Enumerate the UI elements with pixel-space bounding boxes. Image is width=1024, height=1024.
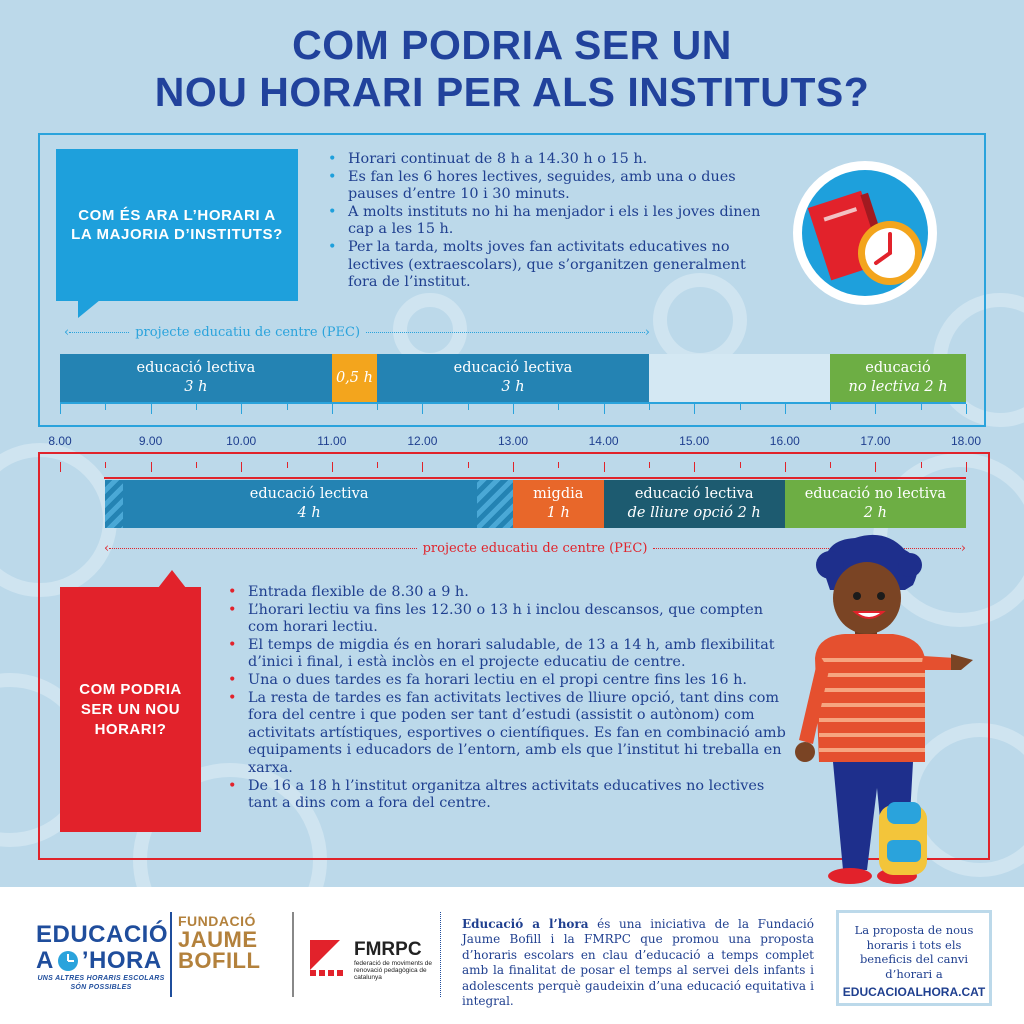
- axis-tick: [785, 404, 786, 414]
- axis-tick: [151, 404, 152, 414]
- axis-tick: [740, 462, 741, 468]
- axis-tick: [830, 462, 831, 468]
- axis-tick: [875, 404, 876, 414]
- blurb-text: és una iniciativa de la Fundació Jaume Bofill i la FMRPC que promou una proposta d’horaris escolars en clau d’educació a temps complet amb la finalitat de posar el temps al servei dels infants i adolescents perquè gaudeixin d’una educació equitativa i integral.: [462, 917, 814, 1009]
- axis-tick: [740, 404, 741, 410]
- hour-label: 8.00: [48, 434, 72, 448]
- current-segment: [830, 354, 966, 402]
- hour-label: 12.00: [407, 434, 438, 448]
- fmrpc-icon: [310, 940, 350, 980]
- proposed-segment-label: educació lectiva: [634, 486, 754, 502]
- axis-tick: [921, 404, 922, 410]
- list-item: • El temps de migdia és en horari saludable, de 13 a 14 h, amb flexibilitat d’inici i final, i està inclòs en el projecte educatiu de centre.: [226, 637, 786, 672]
- proposed-segment-label: educació lectiva: [249, 486, 369, 502]
- list-item: • Es fan les 6 hores lectives, seguides, amb una o dues pauses d’entre 10 i 30 minuts.: [326, 169, 776, 204]
- proposed-segment: [105, 480, 513, 528]
- hour-label: 18.00: [950, 434, 982, 448]
- axis-tick: [151, 462, 152, 472]
- current-bullets: [326, 151, 776, 292]
- axis-tick: [921, 462, 922, 468]
- axis-tick: [241, 462, 242, 472]
- hour-label: 9.00: [138, 434, 163, 448]
- speech-tail: [78, 300, 100, 318]
- proposed-question-box: [60, 587, 201, 832]
- axis-tick: [694, 462, 695, 472]
- hour-label: 10.00: [226, 434, 257, 448]
- current-pec-arrow: [64, 325, 650, 340]
- current-question-box: [56, 149, 298, 301]
- proposed-pec-label: projecte educatiu de centre (PEC): [422, 541, 648, 556]
- list-item: • Entrada flexible de 8.30 a 9 h.: [226, 584, 786, 602]
- axis-tick: [966, 462, 967, 472]
- footer-divider: [170, 912, 172, 997]
- fundacio-jaume-bofill-logo: [178, 913, 260, 971]
- list-item: • A molts instituts no hi ha menjador i els i les joves dinen cap a les 15 h.: [326, 204, 776, 239]
- axis-tick: [694, 404, 695, 414]
- axis-tick: [60, 404, 61, 414]
- website-link[interactable]: EDUCACIOALHORA.CAT: [842, 985, 986, 999]
- fjb-line: JAUME: [178, 927, 258, 952]
- axis-tick: [513, 462, 514, 472]
- fjb-line: BOFILL: [178, 948, 261, 973]
- cta-box[interactable]: [836, 910, 992, 1006]
- hour-label: 15.00: [679, 434, 710, 448]
- educacio-alhora-logo: [36, 922, 168, 992]
- current-segment-duration: 0,5 h: [335, 369, 373, 386]
- current-timeline: [0, 354, 1024, 402]
- axis-tick: [830, 404, 831, 410]
- current-segment: [377, 354, 649, 402]
- current-segment: [60, 354, 332, 402]
- proposed-axis-line: [104, 477, 966, 479]
- axis-tick: [604, 462, 605, 472]
- page-title: [0, 22, 1024, 116]
- proposed-question: COM PODRIA SER UN NOU HORARI?: [79, 680, 182, 738]
- current-segment-label: educació lectiva: [453, 360, 573, 376]
- axis-tick: [558, 404, 559, 410]
- arrow-right-icon: ›: [644, 325, 650, 340]
- list-item: • Horari continuat de 8 h a 14.30 h o 15 h.: [326, 151, 776, 169]
- axis-tick: [332, 404, 333, 414]
- pec-line: [69, 332, 129, 333]
- proposed-ticks: [0, 462, 1024, 474]
- current-ticks: [0, 404, 1024, 416]
- proposed-segment-duration: 1 h: [546, 505, 570, 521]
- hour-label: 14.00: [588, 434, 619, 448]
- logo-letter: A: [36, 947, 54, 974]
- footer-divider: [440, 912, 441, 997]
- current-segment: [332, 354, 377, 402]
- list-item: • La resta de tardes es fan activitats lectives de lliure opció, tant dins com fora del centre i que poden ser tant d’estudi (assistit o autònom) com activitats artístiques, esportives o científiques. Es fan en combinació amb equipaments i educadors de l’entorn, amb els que l’institut hi treballa en xarxa.: [226, 690, 786, 778]
- axis-tick: [377, 404, 378, 410]
- book-clock-icon: [790, 158, 940, 308]
- current-segment-duration: 3 h: [501, 379, 525, 395]
- footer-divider: [292, 912, 294, 997]
- list-item: • L’horari lectiu va fins les 12.30 o 13 h i inclou descansos, que compten com horari lectiu.: [226, 602, 786, 637]
- axis-tick: [604, 404, 605, 414]
- axis-tick: [422, 462, 423, 472]
- axis-tick: [287, 462, 288, 468]
- current-segment-label: educació: [865, 360, 931, 376]
- arrow-left-icon: ‹: [104, 541, 110, 556]
- hour-label: 11.00: [317, 434, 347, 448]
- axis-tick: [875, 462, 876, 472]
- axis-tick: [377, 462, 378, 468]
- axis-tick: [966, 404, 967, 414]
- fjb-line: FUNDACIÓ: [178, 913, 256, 929]
- fmrpc-logo-text: FMRPC: [354, 939, 422, 960]
- student-illustration: [785, 530, 985, 885]
- current-pec-label: projecte educatiu de centre (PEC): [135, 325, 361, 340]
- title-line-2: NOU HORARI PER ALS INSTITUTS?: [154, 69, 870, 115]
- pec-line: [366, 332, 645, 333]
- axis-tick: [422, 404, 423, 414]
- current-segment-label: educació lectiva: [136, 360, 256, 376]
- axis-tick: [649, 462, 650, 468]
- logo-subtitle: UNS ALTRES HORARIS ESCOLARS SÓN POSSIBLES: [37, 975, 165, 991]
- current-question: COM ÉS ARA L’HORARI A LA MAJORIA D’INSTITUTS?: [71, 207, 283, 243]
- axis-tick: [468, 462, 469, 468]
- axis-tick: [60, 462, 61, 472]
- axis-tick: [196, 462, 197, 468]
- current-segment: [649, 354, 830, 402]
- axis-tick: [196, 404, 197, 410]
- axis-tick: [468, 404, 469, 410]
- proposed-segment: [513, 480, 604, 528]
- axis-tick: [105, 404, 106, 410]
- axis-tick: [287, 404, 288, 410]
- list-item: • Una o dues tardes es fa horari lectiu en el propi centre fins les 16 h.: [226, 672, 786, 690]
- hour-label: 17.00: [860, 434, 891, 448]
- current-segment-duration: no lectiva 2 h: [848, 379, 948, 395]
- proposed-segment-label: migdia: [533, 486, 584, 502]
- proposed-bullets: [226, 584, 786, 813]
- logo-line-1: EDUCACIÓ: [36, 921, 169, 948]
- cta-text: La proposta de nous horaris i tots els beneficis del canvi d’horari a: [854, 923, 974, 981]
- hour-label: 13.00: [497, 434, 529, 448]
- speech-tail: [158, 570, 186, 588]
- hour-label: 16.00: [769, 434, 800, 448]
- fmrpc-logo-subtitle: federació de moviments de renovació pedagògica de catalunya: [354, 960, 433, 981]
- arrow-right-icon: ›: [960, 541, 966, 556]
- title-line-1: COM PODRIA SER UN: [292, 22, 732, 68]
- proposed-segment: [785, 480, 966, 528]
- axis-tick: [241, 404, 242, 414]
- logo-word: ’HORA: [81, 947, 162, 974]
- list-item: • De 16 a 18 h l’institut organitza altres activitats educatives no lectives tant a dins com a fora del centre.: [226, 778, 786, 813]
- current-segment-duration: 3 h: [184, 379, 208, 395]
- axis-tick: [558, 462, 559, 468]
- footer-description: [462, 917, 814, 1009]
- axis-tick: [105, 462, 106, 468]
- pec-line: [109, 548, 416, 549]
- proposed-segment: [604, 480, 785, 528]
- blurb-title: Educació a l’hora: [462, 917, 589, 931]
- proposed-segment-duration: 2 h: [863, 505, 887, 521]
- axis-tick: [649, 404, 650, 410]
- list-item: • Per la tarda, molts joves fan activitats educatives no lectives (extraescolars), que s’organitzen generalment fora de l’institut.: [326, 239, 776, 292]
- axis-tick: [513, 404, 514, 414]
- axis-tick: [785, 462, 786, 472]
- clock-icon: [56, 949, 80, 973]
- proposed-segment-duration: 4 h: [297, 505, 321, 521]
- proposed-segment-duration: de lliure opció 2 h: [627, 505, 761, 521]
- proposed-timeline: [0, 480, 1024, 528]
- logo-line-2: [36, 948, 168, 974]
- proposed-segment-label: educació no lectiva: [804, 486, 947, 502]
- arrow-left-icon: ‹: [64, 325, 70, 340]
- axis-tick: [332, 462, 333, 472]
